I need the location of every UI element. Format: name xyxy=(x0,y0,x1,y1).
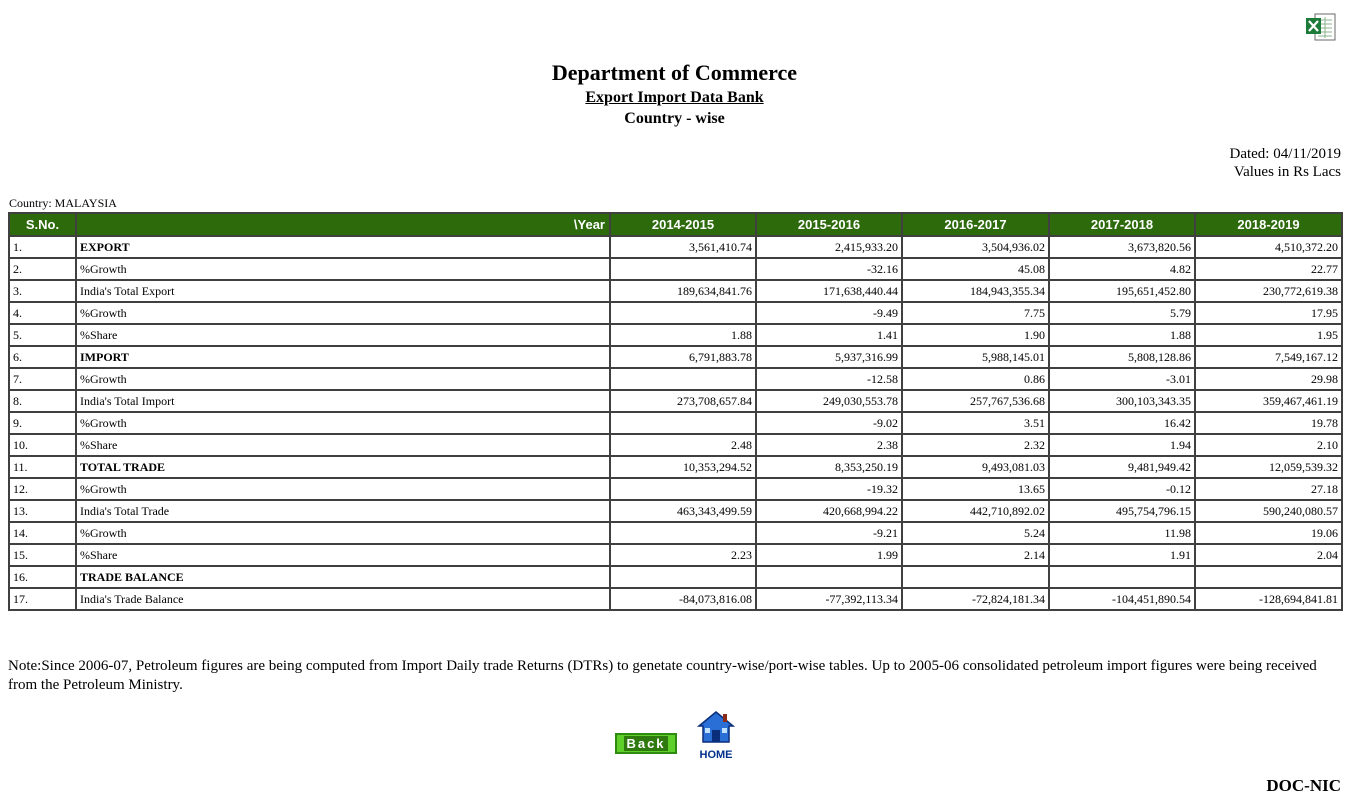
cell-value: -104,451,890.54 xyxy=(1049,588,1195,610)
cell-label: India's Total Import xyxy=(76,390,610,412)
cell-value: 2.04 xyxy=(1195,544,1342,566)
dated-label: Dated: 04/11/2019 xyxy=(1229,146,1341,162)
cell-label: %Growth xyxy=(76,412,610,434)
cell-value xyxy=(610,368,756,390)
cell-value: 300,103,343.35 xyxy=(1049,390,1195,412)
cell-value: -77,392,113.34 xyxy=(756,588,902,610)
cell-value: 2.14 xyxy=(902,544,1049,566)
cell-sno: 5. xyxy=(9,324,76,346)
cell-value: 5.79 xyxy=(1049,302,1195,324)
values-unit-label: Values in Rs Lacs xyxy=(1233,164,1341,180)
column-header-2016-2017: 2016-2017 xyxy=(902,213,1049,236)
cell-value: -9.49 xyxy=(756,302,902,324)
cell-value: 463,343,499.59 xyxy=(610,500,756,522)
cell-value xyxy=(610,258,756,280)
cell-value xyxy=(610,566,756,588)
excel-export-icon[interactable] xyxy=(1305,12,1337,42)
cell-value: 1.95 xyxy=(1195,324,1342,346)
cell-value: 4,510,372.20 xyxy=(1195,236,1342,258)
cell-value: 359,467,461.19 xyxy=(1195,390,1342,412)
table-row xyxy=(9,456,1342,478)
cell-value: 19.78 xyxy=(1195,412,1342,434)
cell-value: 17.95 xyxy=(1195,302,1342,324)
cell-sno: 15. xyxy=(9,544,76,566)
cell-value: 4.82 xyxy=(1049,258,1195,280)
page-title: Department of Commerce xyxy=(551,60,798,85)
table-row xyxy=(9,236,1342,258)
cell-value: 495,754,796.15 xyxy=(1049,500,1195,522)
cell-value: 8,353,250.19 xyxy=(756,456,902,478)
cell-value: 13.65 xyxy=(902,478,1049,500)
cell-value: -0.12 xyxy=(1049,478,1195,500)
cell-value: 7.75 xyxy=(902,302,1049,324)
cell-sno: 17. xyxy=(9,588,76,610)
cell-value: -32.16 xyxy=(756,258,902,280)
table-row xyxy=(9,500,1342,522)
trade-data-table xyxy=(8,212,1343,611)
cell-value xyxy=(1195,566,1342,588)
column-header-2015-2016: 2015-2016 xyxy=(756,213,902,236)
cell-value: 3,673,820.56 xyxy=(1049,236,1195,258)
cell-value: 22.77 xyxy=(1195,258,1342,280)
cell-value: -3.01 xyxy=(1049,368,1195,390)
cell-label: %Growth xyxy=(76,302,610,324)
back-button-label: Back xyxy=(626,736,666,751)
table-row xyxy=(9,544,1342,566)
report-meta xyxy=(1229,145,1341,181)
column-header-2014-2015: 2014-2015 xyxy=(610,213,756,236)
home-button-label: HOME xyxy=(699,749,733,761)
table-row xyxy=(9,280,1342,302)
cell-value: 273,708,657.84 xyxy=(610,390,756,412)
table-row xyxy=(9,346,1342,368)
cell-value: 2.38 xyxy=(756,434,902,456)
cell-sno: 16. xyxy=(9,566,76,588)
column-header-2018-2019: 2018-2019 xyxy=(1195,213,1342,236)
cell-value: 2.23 xyxy=(610,544,756,566)
cell-label: %Share xyxy=(76,324,610,346)
cell-label: %Growth xyxy=(76,478,610,500)
cell-value: 1.41 xyxy=(756,324,902,346)
cell-label: %Share xyxy=(76,544,610,566)
cell-value xyxy=(610,522,756,544)
table-row xyxy=(9,368,1342,390)
table-row xyxy=(9,588,1342,610)
cell-value: -84,073,816.08 xyxy=(610,588,756,610)
cell-label: %Growth xyxy=(76,258,610,280)
cell-value: 2.48 xyxy=(610,434,756,456)
back-button[interactable] xyxy=(615,733,677,754)
cell-value: 230,772,619.38 xyxy=(1195,280,1342,302)
column-header-2017-2018: 2017-2018 xyxy=(1049,213,1195,236)
cell-value xyxy=(610,302,756,324)
cell-label: India's Total Export xyxy=(76,280,610,302)
cell-value xyxy=(756,566,902,588)
cell-sno: 4. xyxy=(9,302,76,324)
column-header-year: \Year xyxy=(76,213,610,236)
cell-value: 1.88 xyxy=(1049,324,1195,346)
cell-value: 189,634,841.76 xyxy=(610,280,756,302)
cell-value: 5,988,145.01 xyxy=(902,346,1049,368)
cell-value: 184,943,355.34 xyxy=(902,280,1049,302)
cell-value: 1.94 xyxy=(1049,434,1195,456)
cell-value: 1.91 xyxy=(1049,544,1195,566)
column-header-sno: S.No. xyxy=(9,213,76,236)
table-row xyxy=(9,478,1342,500)
cell-value: 5,808,128.86 xyxy=(1049,346,1195,368)
table-row xyxy=(9,390,1342,412)
cell-value: 9,493,081.03 xyxy=(902,456,1049,478)
cell-value: 0.86 xyxy=(902,368,1049,390)
cell-value: 1.90 xyxy=(902,324,1049,346)
table-row xyxy=(9,434,1342,456)
footer-credit: DOC-NIC xyxy=(1266,776,1341,795)
cell-value: 3.51 xyxy=(902,412,1049,434)
cell-value: 2.10 xyxy=(1195,434,1342,456)
cell-value: 590,240,080.57 xyxy=(1195,500,1342,522)
cell-label: EXPORT xyxy=(76,236,610,258)
cell-value: 2,415,933.20 xyxy=(756,236,902,258)
cell-value: 257,767,536.68 xyxy=(902,390,1049,412)
cell-value: 27.18 xyxy=(1195,478,1342,500)
table-row xyxy=(9,302,1342,324)
table-row xyxy=(9,522,1342,544)
cell-value: 195,651,452.80 xyxy=(1049,280,1195,302)
cell-value: 2.32 xyxy=(902,434,1049,456)
page-header xyxy=(0,60,1349,129)
cell-sno: 10. xyxy=(9,434,76,456)
cell-sno: 6. xyxy=(9,346,76,368)
table-header-row xyxy=(9,213,1342,236)
cell-value: 12,059,539.32 xyxy=(1195,456,1342,478)
cell-label: IMPORT xyxy=(76,346,610,368)
cell-value: 11.98 xyxy=(1049,522,1195,544)
cell-value: 10,353,294.52 xyxy=(610,456,756,478)
cell-value: 171,638,440.44 xyxy=(756,280,902,302)
cell-value: -9.21 xyxy=(756,522,902,544)
cell-value: 29.98 xyxy=(1195,368,1342,390)
cell-value: 16.42 xyxy=(1049,412,1195,434)
country-label: Country: MALAYSIA xyxy=(9,196,117,210)
cell-value: 19.06 xyxy=(1195,522,1342,544)
cell-value: 6,791,883.78 xyxy=(610,346,756,368)
house-icon xyxy=(697,710,735,744)
cell-value: 9,481,949.42 xyxy=(1049,456,1195,478)
cell-value: -128,694,841.81 xyxy=(1195,588,1342,610)
cell-label: %Growth xyxy=(76,522,610,544)
cell-value: 442,710,892.02 xyxy=(902,500,1049,522)
cell-sno: 1. xyxy=(9,236,76,258)
cell-label: India's Trade Balance xyxy=(76,588,610,610)
page-subtitle-secondary: Country - wise xyxy=(624,110,725,127)
cell-value: 5.24 xyxy=(902,522,1049,544)
cell-value: -19.32 xyxy=(756,478,902,500)
home-button[interactable] xyxy=(694,710,738,761)
cell-value: 420,668,994.22 xyxy=(756,500,902,522)
cell-label: India's Total Trade xyxy=(76,500,610,522)
cell-value: 1.99 xyxy=(756,544,902,566)
cell-value: 1.88 xyxy=(610,324,756,346)
cell-label: TOTAL TRADE xyxy=(76,456,610,478)
cell-value: -12.58 xyxy=(756,368,902,390)
cell-value: -9.02 xyxy=(756,412,902,434)
cell-label: %Growth xyxy=(76,368,610,390)
cell-sno: 9. xyxy=(9,412,76,434)
cell-sno: 8. xyxy=(9,390,76,412)
cell-sno: 7. xyxy=(9,368,76,390)
cell-value: 7,549,167.12 xyxy=(1195,346,1342,368)
cell-sno: 12. xyxy=(9,478,76,500)
cell-sno: 11. xyxy=(9,456,76,478)
cell-sno: 2. xyxy=(9,258,76,280)
cell-value xyxy=(902,566,1049,588)
table-body xyxy=(9,236,1342,610)
cell-sno: 13. xyxy=(9,500,76,522)
page-subtitle: Export Import Data Bank xyxy=(585,89,764,106)
cell-value: 5,937,316.99 xyxy=(756,346,902,368)
cell-value: -72,824,181.34 xyxy=(902,588,1049,610)
cell-value: 3,561,410.74 xyxy=(610,236,756,258)
table-row xyxy=(9,324,1342,346)
cell-value xyxy=(610,412,756,434)
cell-sno: 14. xyxy=(9,522,76,544)
cell-label: %Share xyxy=(76,434,610,456)
cell-label: TRADE BALANCE xyxy=(76,566,610,588)
cell-value: 45.08 xyxy=(902,258,1049,280)
petroleum-note: Note:Since 2006-07, Petroleum figures are being computed from Import Daily trade Returns (DTRs) to genetate country-wise/port-wise tables. Up to 2005-06 consolidated petroleum import figures were being received from the Petroleum Ministry. xyxy=(8,658,1317,693)
cell-value: 3,504,936.02 xyxy=(902,236,1049,258)
cell-value xyxy=(1049,566,1195,588)
cell-value xyxy=(610,478,756,500)
table-row xyxy=(9,412,1342,434)
cell-sno: 3. xyxy=(9,280,76,302)
table-row xyxy=(9,566,1342,588)
cell-value: 249,030,553.78 xyxy=(756,390,902,412)
table-row xyxy=(9,258,1342,280)
